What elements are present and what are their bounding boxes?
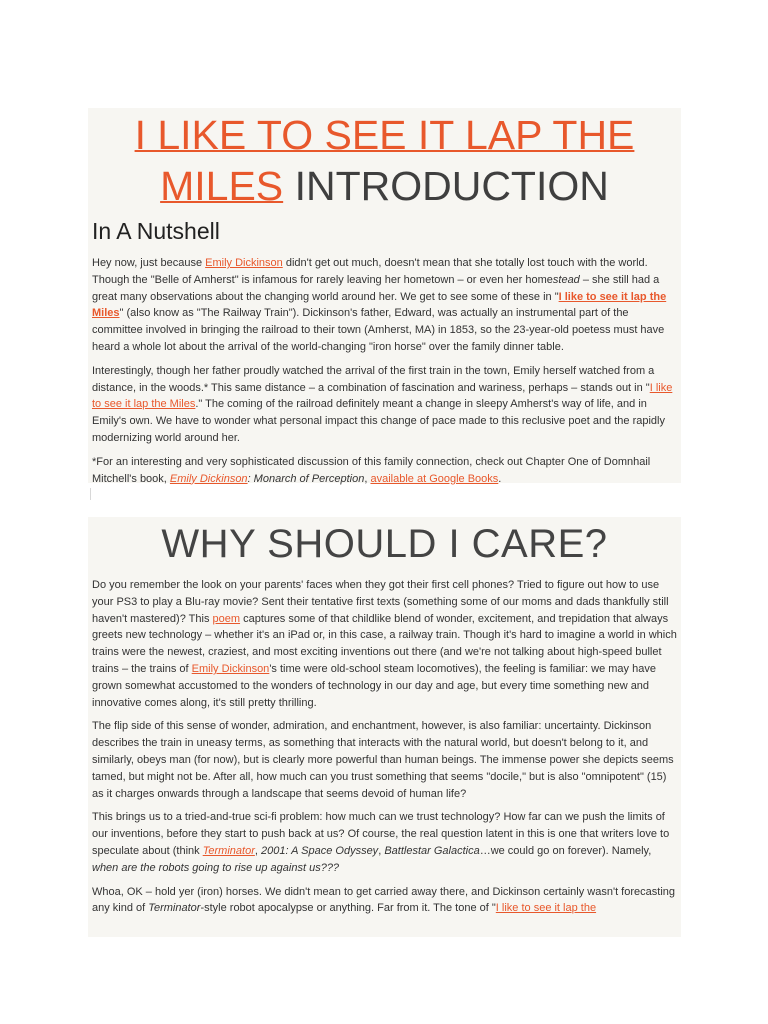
text: …we could go on forever). Namely, [479, 844, 652, 857]
section-title-why-care: WHY SHOULD I CARE? [161, 522, 608, 566]
terminator-link[interactable]: Terminator [202, 844, 255, 857]
text: -style robot apocalypse or anything. Far from it. The tone of " [200, 902, 496, 915]
poem-link[interactable]: I like to see it lap the Miles [92, 290, 667, 320]
divider-mark [90, 488, 91, 500]
text: Do you remember the look on your parents' faces when they got their first cell phones? Tried to figure out how to use your PS3 to play a Blu-ray movie? Sent their tentative first texts (something some of our moms and dads thankfully still haven't mastered)? This [92, 579, 669, 625]
emphasis-text: 2001: A Space Odyssey [260, 844, 379, 857]
text: didn't get out much, doesn't mean that she totally lost touch with the world. Though the "Belle of Amherst" is infamous for rarely leaving her hometown – or even her home [92, 257, 648, 286]
intro-footnote [92, 454, 679, 488]
text: Hey now, just because [92, 257, 206, 269]
title-suffix: INTRODUCTION [294, 163, 609, 209]
emily-dickinson-link[interactable]: Emily Dickinson [191, 662, 270, 675]
emphasis-text: Terminator [148, 902, 201, 915]
text: Interestingly, though her father proudly watched the arrival of the first train in the town, Emily herself watched from a distance, in the woods.* This same distance – a combination of fascination and wariness, perhaps – stands out in " [92, 364, 655, 394]
intro-paragraph-1 [92, 255, 679, 356]
emphasis-text: stead [552, 273, 580, 286]
text: ." The coming of the railroad definitely meant a change in sleepy Amherst's way of life, and in Emily's own. We have to wonder what personal impact this change of pace made to this reclusive poet and the rapidly modernizing world around her. [92, 398, 665, 444]
text: This brings us to a tried-and-true sci-fi problem: how much can we trust technology? How far can we push the limits of our inventions, before they start to push back at us? Of course, the real question latent in this is one that writers love to speculate about (think [92, 811, 670, 857]
text: . [498, 472, 502, 485]
poem-link[interactable]: I like to see it lap the Miles [92, 381, 673, 411]
text: 's time were old-school steam locomotives), the feeling is familiar: we may have grown somewhat accustomed to the wonders of technology in our day and age, but every time something new and innovative comes along, it's still pretty thrilling. [92, 662, 656, 709]
care-paragraph-3 [92, 809, 679, 876]
poem-link[interactable]: I like to see it lap the [495, 902, 597, 915]
page-title [90, 108, 679, 212]
text: , [254, 844, 261, 857]
emily-dickinson-link[interactable]: Emily Dickinson [205, 257, 283, 269]
text: " (also know as "The Railway Train"). Dickinson's father, Edward, was actually an instrumental part of the committee involved in bringing the railroad to their town (Amherst, MA) in 1853, so the 23-year-old poetess must have heard a whole lot about the arrival of the world-changing "iron horse" over the family dinner table. [92, 307, 665, 353]
emily-dickinson-book-link[interactable]: Emily Dickinson [169, 472, 248, 485]
care-paragraph-1 [92, 577, 679, 711]
emphasis-text: when are the robots going to rise up against us??? [92, 861, 340, 874]
emphasis-text: Battlestar Galactica [384, 844, 480, 857]
care-paragraph-4 [92, 884, 679, 918]
poem-link[interactable]: poem [212, 612, 241, 625]
intro-paragraph-2 [92, 363, 679, 447]
text: , [378, 844, 385, 857]
text: – she still had a great many observations about the changing world around her. We get to see some of these in " [92, 273, 660, 303]
care-paragraph-2: The flip side of this sense of wonder, admiration, and enchantment, however, is also familiar: uncertainty. Dickinson describes the train in uneasy terms, as something that interacts with the natural world, but doesn't belong to it, and similarly, obeys man (for now), but is clearly more powerful than human beings. The immense power she depicts seems tamed, but might not be. After all, how much can you trust something that seems "docile," but is also "omnipotent" (15) as it charges onwards through a landscape that seems devoid of human life? [92, 720, 674, 800]
introduction-section [88, 108, 681, 483]
book-subtitle: : Monarch of Perception [247, 472, 365, 485]
google-books-link[interactable]: available at Google Books [370, 472, 499, 485]
poem-title-link[interactable]: I LIKE TO SEE IT LAP THE MILES [134, 112, 635, 209]
text: captures some of that childlike blend of wonder, excitement, and trepidation that always greets new technology – whether it's an iPad or, in this case, a railway train. Though it's hard to imagine a world in which trains were the newest, craziest, and most exciting inventions out there (and we're not talking about high-speed bullet trains – the trains of [92, 612, 677, 675]
text: Whoa, OK – hold yer (iron) horses. We didn't mean to get carried away there, and Dickinson certainly wasn't forecasting any kind of [92, 885, 675, 915]
section-heading-nutshell: In A Nutshell [92, 218, 220, 244]
text: *For an interesting and very sophisticated discussion of this family connection, check out Chapter One of Domnhail Mitchell's book, [92, 455, 651, 485]
why-should-i-care-section [88, 517, 681, 937]
text: , [364, 472, 371, 485]
